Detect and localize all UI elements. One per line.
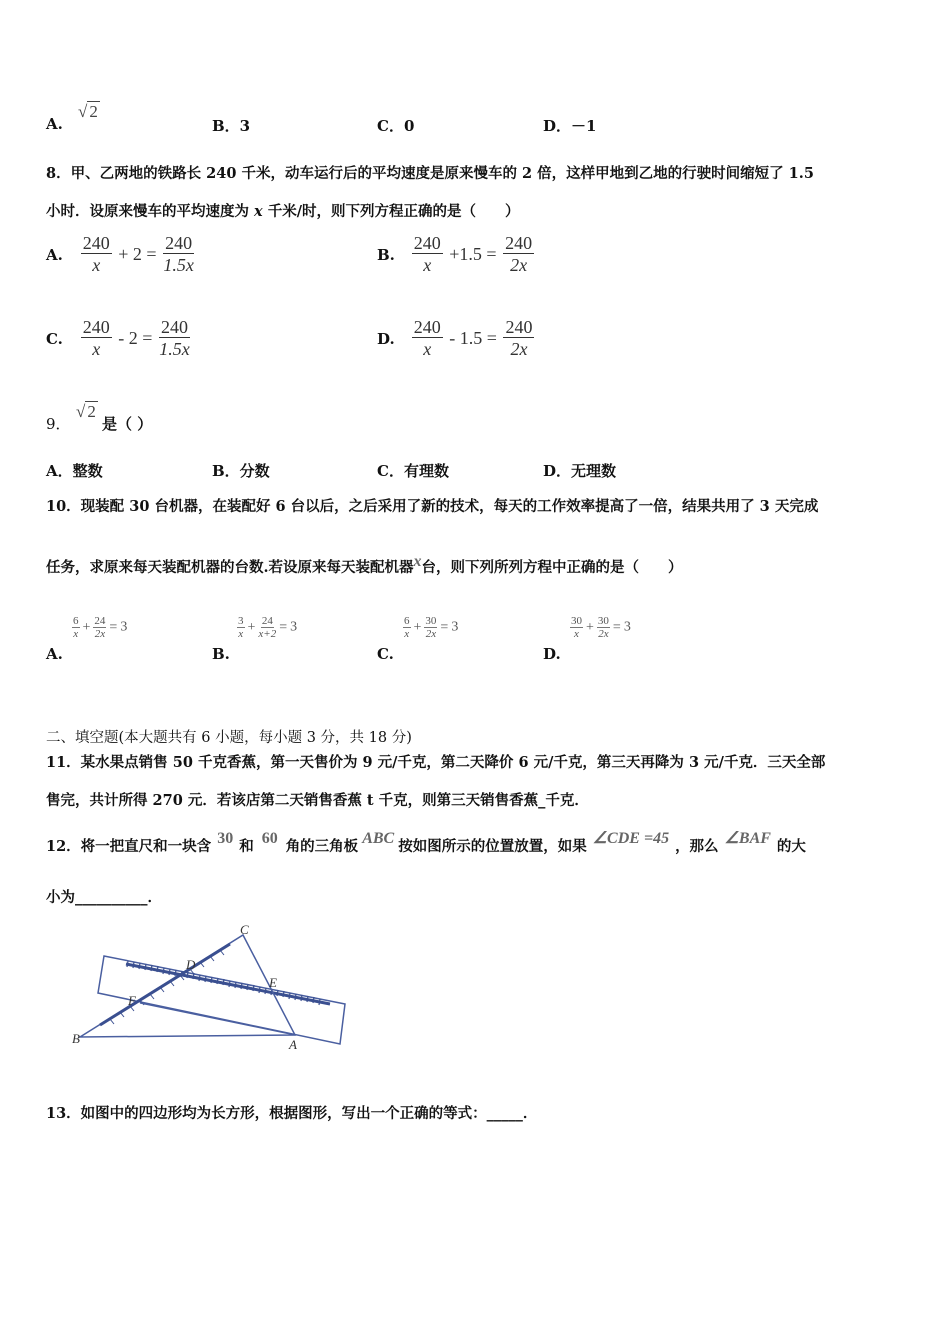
label-f: F (128, 993, 136, 1008)
q9-option-d: D．无理数 (543, 462, 617, 480)
q7-option-b: B．3 (212, 117, 251, 135)
q10-option-d-label: D. (543, 645, 561, 663)
ruler-scale-band (126, 964, 330, 1004)
label-b: B (72, 1031, 80, 1046)
q10-option-b-equation: $\frac{3}{x}$ + $\frac{24}{x+2}$ = 3 (238, 615, 298, 640)
q8-option-b: B. $\frac{240}{x}$ +1.5 = $\frac{240}{2x}$ (377, 233, 533, 275)
q10-option-a-label: A. (46, 645, 63, 663)
q8-option-d: D. $\frac{240}{x}$ - 1.5 = $\frac{240}{2x}$ (377, 317, 533, 359)
q9-option-c: C．有理数 (377, 462, 449, 480)
q9-suffix: 是（ ） (102, 415, 153, 433)
q8-stem-line1: 8．甲、乙两地的铁路长 240 千米，动车运行后的平均速度是原来慢车的 2 倍，这样甲地到乙地的行驶时间缩短了 1.5 (46, 165, 814, 182)
q8-option-c: C. $\frac{240}{x}$ - 2 = $\frac{240}{1.5x}$ (46, 317, 190, 359)
q7-option-d: D．－1 (543, 117, 597, 135)
q11-line1: 11．某水果点销售 50 千克香蕉，第一天售价为 9 元/千克，第二天降价 6 元/千克，第三天再降为 3 元/千克．三天全部 (46, 754, 826, 771)
q11-line2: 售完，共计所得 270 元．若该店第二天销售香蕉 t 千克，则第三天销售香蕉_千克． (46, 792, 589, 809)
q10-stem-line1: 10．现装配 30 台机器，在装配好 6 台以后，之后采用了新的技术，每天的工作效率提高了一倍，结果共用了 3 天完成 (46, 498, 819, 515)
q10-option-d-equation: $\frac{30}{x}$ + $\frac{30}{2x}$ = 3 (571, 615, 631, 640)
q10-option-a-equation: $\frac{6}{x}$ + $\frac{24}{2x}$ = 3 (73, 615, 128, 640)
q13-line: 13．如图中的四边形均为长方形，根据图形，写出一个正确的等式：_____． (46, 1105, 538, 1122)
section-heading: 二、填空题(本大题共有 6 小题，每小题 3 分，共 18 分) (46, 730, 412, 746)
q9-option-b: B．分数 (212, 462, 270, 480)
label-c: C (240, 925, 249, 937)
q12-line2: 小为__________． (46, 889, 162, 906)
segment-fa (140, 1003, 295, 1035)
q10-option-c-label: C. (377, 645, 394, 663)
label-e: E (269, 975, 277, 990)
ruler-triangle-figure (60, 925, 360, 1055)
q10-option-b-label: B. (212, 645, 230, 663)
q7-option-c: C．0 (377, 117, 415, 135)
label-d: D (186, 957, 196, 972)
q9-stem: 9． (46, 415, 71, 433)
q8-stem-line2: 小时．设原来慢车的平均速度为 x 千米/时，则下列方程正确的是（ ） (46, 203, 520, 220)
q7-option-a: A. (46, 115, 63, 133)
q10-stem-line2: 任务，求原来每天装配机器的台数.若设原来每天装配机器x台，则下列所列方程中正确的是（ ） (46, 553, 683, 576)
q12-line1: 12．将一把直尺和一块含 30 和 60 角的三角板 ABC 按如图所示的位置放置，如果 ∠CDE =45 ，那么 ∠BAF 的大 (46, 830, 806, 855)
q7-option-a-sqrt: √ 2 (78, 102, 98, 121)
q9-option-a: A．整数 (46, 462, 103, 480)
q10-option-c-equation: $\frac{6}{x}$ + $\frac{30}{2x}$ = 3 (404, 615, 459, 640)
label-a: A (289, 1037, 297, 1052)
q9-sqrt: √ 2 (76, 402, 96, 421)
q8-option-a: A. $\frac{240}{x}$ + 2 = $\frac{240}{1.5x}$ (46, 233, 194, 275)
